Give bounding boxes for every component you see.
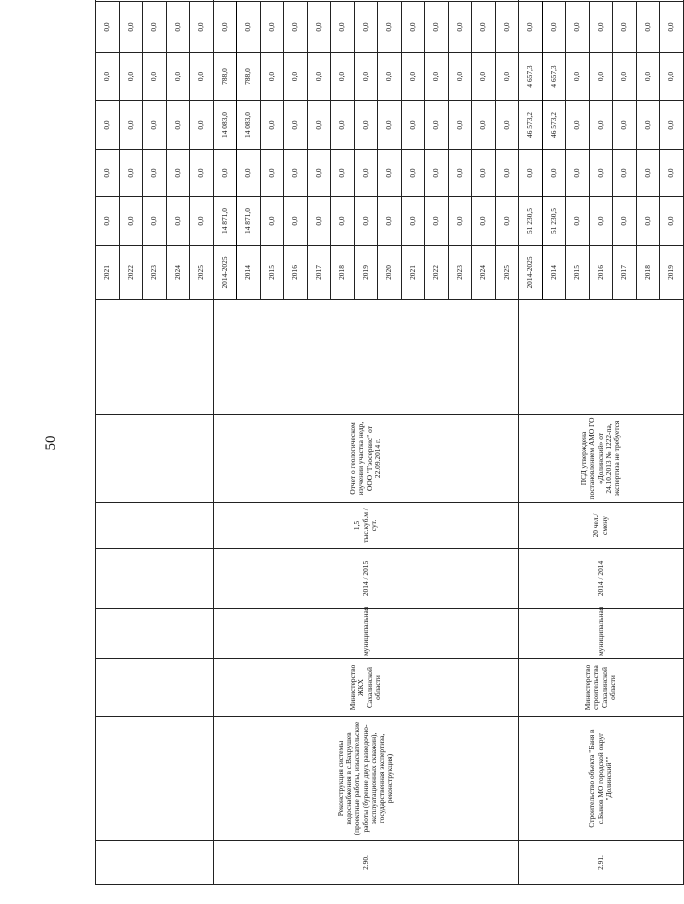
- object-name: Реконструкция системы водоснабжения в с.Вахрушев (проектные работы, изыскательские работы (бурение двух разведочно-эксплуатационных скважин), государственная экспертиза, реконструкция): [213, 717, 519, 841]
- value-cell: 0,0: [401, 101, 425, 150]
- value-cell: 0,0: [472, 101, 496, 150]
- value-cell: 0,0: [307, 150, 331, 197]
- customer: Министерство строительства Сахалинской области: [519, 659, 684, 717]
- value-cell: 0,0: [354, 150, 378, 197]
- value-cell: 0,0: [260, 53, 284, 101]
- value-cell: 788,0: [213, 53, 237, 101]
- value-cell: 0,0: [166, 2, 190, 53]
- value-cell: 0,0: [119, 150, 143, 197]
- value-cell: 0,0: [96, 197, 120, 246]
- value-cell: 0,0: [284, 2, 308, 53]
- value-cell: 0,0: [448, 101, 472, 150]
- year-cell: 2015: [566, 246, 590, 300]
- value-cell: 0,0: [448, 150, 472, 197]
- value-cell: 14 871,0: [213, 197, 237, 246]
- value-cell: 0,0: [143, 53, 167, 101]
- value-cell: 0,0: [260, 101, 284, 150]
- value-cell: 0,0: [143, 2, 167, 53]
- page-number: 50: [43, 435, 59, 451]
- value-cell: 0,0: [143, 101, 167, 150]
- rotated-table-container: [95, 22, 676, 885]
- value-cell: 0,0: [143, 197, 167, 246]
- value-cell: 0,0: [495, 2, 519, 53]
- year-cell: 2014-2025: [519, 246, 543, 300]
- value-cell: 0,0: [96, 2, 120, 53]
- empty-cell: [96, 659, 214, 717]
- value-cell: 0,0: [190, 2, 214, 53]
- value-cell: 0,0: [190, 150, 214, 197]
- value-cell: 0,0: [307, 197, 331, 246]
- year-cell: 2017: [613, 246, 637, 300]
- value-cell: 0,0: [472, 150, 496, 197]
- value-cell: 0,0: [519, 150, 543, 197]
- value-cell: 0,0: [425, 101, 449, 150]
- value-cell: 0,0: [660, 2, 684, 53]
- value-cell: 0,0: [378, 101, 402, 150]
- year-cell: 2020: [378, 246, 402, 300]
- value-cell: 0,0: [354, 197, 378, 246]
- value-cell: 0,0: [425, 53, 449, 101]
- value-cell: 0,0: [260, 197, 284, 246]
- empty-cell: [96, 841, 214, 885]
- year-cell: 2024: [472, 246, 496, 300]
- value-cell: 0,0: [566, 150, 590, 197]
- value-cell: 0,0: [495, 101, 519, 150]
- value-cell: 0,0: [660, 150, 684, 197]
- year-cell: 2021: [96, 246, 120, 300]
- table-row: [96, 0, 120, 885]
- year-cell: 2022: [119, 246, 143, 300]
- value-cell: 0,0: [378, 197, 402, 246]
- value-cell: 0,0: [378, 150, 402, 197]
- value-cell: 0,0: [566, 53, 590, 101]
- value-cell: 0,0: [119, 197, 143, 246]
- value-cell: 0,0: [495, 53, 519, 101]
- empty-cell: [96, 717, 214, 841]
- year-cell: 2022: [425, 246, 449, 300]
- documentation: Отчет о геологическом изучении участка недр, ООО "Гэосервис" от 22.09.2014 г.: [213, 415, 519, 503]
- value-cell: 0,0: [96, 53, 120, 101]
- year-cell: 2019: [660, 246, 684, 300]
- value-cell: 0,0: [589, 150, 613, 197]
- empty-cell: [519, 300, 684, 415]
- value-cell: 0,0: [190, 197, 214, 246]
- value-cell: 0,0: [166, 53, 190, 101]
- value-cell: 0,0: [331, 2, 355, 53]
- value-cell: 0,0: [495, 150, 519, 197]
- value-cell: 0,0: [589, 197, 613, 246]
- empty-cell: [96, 300, 214, 415]
- value-cell: 0,0: [660, 53, 684, 101]
- value-cell: 0,0: [566, 101, 590, 150]
- object-number: 2.90.: [213, 841, 519, 885]
- value-cell: 0,0: [613, 150, 637, 197]
- year-cell: 2024: [166, 246, 190, 300]
- table-row: [213, 0, 237, 885]
- value-cell: 0,0: [495, 197, 519, 246]
- empty-cell: [96, 609, 214, 659]
- value-cell: 14 083,0: [213, 101, 237, 150]
- value-cell: 0,0: [448, 53, 472, 101]
- year-cell: 2014: [237, 246, 261, 300]
- value-cell: 0,0: [331, 53, 355, 101]
- object-name: Строительство объекта "Баня в с.Быков МО городской округ "Долинский"": [519, 717, 684, 841]
- value-cell: 0,0: [401, 150, 425, 197]
- value-cell: 0,0: [472, 2, 496, 53]
- value-cell: 0,0: [284, 101, 308, 150]
- year-cell: 2025: [495, 246, 519, 300]
- capacity: 20 чел./смену: [519, 503, 684, 549]
- value-cell: 0,0: [307, 101, 331, 150]
- value-cell: 0,0: [589, 2, 613, 53]
- value-cell: 0,0: [166, 101, 190, 150]
- value-cell: 46 573,2: [542, 101, 566, 150]
- value-cell: 0,0: [636, 2, 660, 53]
- value-cell: 0,0: [260, 2, 284, 53]
- capacity: 1,5 тыс.куб.м /сут.: [213, 503, 519, 549]
- value-cell: 788,0: [237, 53, 261, 101]
- value-cell: 0,0: [237, 150, 261, 197]
- year-cell: 2023: [448, 246, 472, 300]
- value-cell: 0,0: [237, 2, 261, 53]
- value-cell: 0,0: [331, 101, 355, 150]
- table-body: [96, 0, 684, 885]
- year-cell: 2015: [260, 246, 284, 300]
- value-cell: 0,0: [96, 150, 120, 197]
- ownership: муниципальная: [519, 609, 684, 659]
- object-number: 2.91.: [519, 841, 684, 885]
- year-cell: 2016: [589, 246, 613, 300]
- period: 2014 / 2014: [519, 549, 684, 609]
- year-cell: 2016: [284, 246, 308, 300]
- empty-cell: [96, 503, 214, 549]
- value-cell: 0,0: [613, 197, 637, 246]
- value-cell: 0,0: [354, 53, 378, 101]
- value-cell: 0,0: [613, 101, 637, 150]
- value-cell: 0,0: [378, 53, 402, 101]
- value-cell: 0,0: [542, 150, 566, 197]
- value-cell: 0,0: [660, 197, 684, 246]
- value-cell: 0,0: [613, 53, 637, 101]
- documentation: ПСД утверждена постановлением АМО ГО «Долинский» от 24.10.2013 № 1222-па, экспертиза не требуется: [519, 415, 684, 503]
- value-cell: 0,0: [636, 150, 660, 197]
- table-row: [519, 0, 543, 885]
- value-cell: 0,0: [401, 197, 425, 246]
- value-cell: 0,0: [636, 197, 660, 246]
- value-cell: 0,0: [401, 53, 425, 101]
- value-cell: 0,0: [96, 101, 120, 150]
- value-cell: 4 657,3: [519, 53, 543, 101]
- empty-cell: [96, 415, 214, 503]
- value-cell: 4 657,3: [542, 53, 566, 101]
- value-cell: 0,0: [566, 2, 590, 53]
- value-cell: 0,0: [307, 53, 331, 101]
- value-cell: 0,0: [589, 101, 613, 150]
- value-cell: 0,0: [378, 2, 402, 53]
- value-cell: 0,0: [190, 53, 214, 101]
- value-cell: 0,0: [542, 2, 566, 53]
- value-cell: 0,0: [613, 2, 637, 53]
- value-cell: 51 230,5: [519, 197, 543, 246]
- year-cell: 2023: [143, 246, 167, 300]
- value-cell: 0,0: [213, 150, 237, 197]
- value-cell: 0,0: [284, 53, 308, 101]
- year-cell: 2025: [190, 246, 214, 300]
- year-cell: 2019: [354, 246, 378, 300]
- value-cell: 0,0: [331, 150, 355, 197]
- ownership: муниципальная: [213, 609, 519, 659]
- year-cell: 2018: [331, 246, 355, 300]
- value-cell: 0,0: [213, 2, 237, 53]
- year-cell: 2014: [542, 246, 566, 300]
- value-cell: 0,0: [331, 197, 355, 246]
- value-cell: 0,0: [425, 150, 449, 197]
- value-cell: 0,0: [425, 2, 449, 53]
- value-cell: 0,0: [354, 101, 378, 150]
- value-cell: 51 230,5: [542, 197, 566, 246]
- customer: Министерство ЖКХ Сахалинской области: [213, 659, 519, 717]
- value-cell: 14 083,0: [237, 101, 261, 150]
- value-cell: 0,0: [589, 53, 613, 101]
- value-cell: 0,0: [472, 197, 496, 246]
- value-cell: 0,0: [190, 101, 214, 150]
- value-cell: 0,0: [260, 150, 284, 197]
- value-cell: 0,0: [519, 2, 543, 53]
- value-cell: 0,0: [119, 53, 143, 101]
- investment-table: [95, 0, 684, 885]
- value-cell: 0,0: [636, 101, 660, 150]
- value-cell: 0,0: [636, 53, 660, 101]
- value-cell: 0,0: [660, 101, 684, 150]
- year-cell: 2014-2025: [213, 246, 237, 300]
- value-cell: 46 573,2: [519, 101, 543, 150]
- year-cell: 2017: [307, 246, 331, 300]
- year-cell: 2018: [636, 246, 660, 300]
- value-cell: 0,0: [425, 197, 449, 246]
- value-cell: 0,0: [284, 150, 308, 197]
- value-cell: 0,0: [401, 2, 425, 53]
- value-cell: 0,0: [448, 197, 472, 246]
- value-cell: 0,0: [472, 53, 496, 101]
- value-cell: 0,0: [166, 150, 190, 197]
- empty-cell: [96, 549, 214, 609]
- period: 2014 / 2015: [213, 549, 519, 609]
- value-cell: 0,0: [566, 197, 590, 246]
- empty-cell: [213, 300, 519, 415]
- value-cell: 0,0: [354, 2, 378, 53]
- year-cell: 2021: [401, 246, 425, 300]
- value-cell: 0,0: [119, 2, 143, 53]
- value-cell: 0,0: [143, 150, 167, 197]
- value-cell: 14 871,0: [237, 197, 261, 246]
- value-cell: 0,0: [166, 197, 190, 246]
- value-cell: 0,0: [448, 2, 472, 53]
- value-cell: 0,0: [307, 2, 331, 53]
- value-cell: 0,0: [284, 197, 308, 246]
- value-cell: 0,0: [119, 101, 143, 150]
